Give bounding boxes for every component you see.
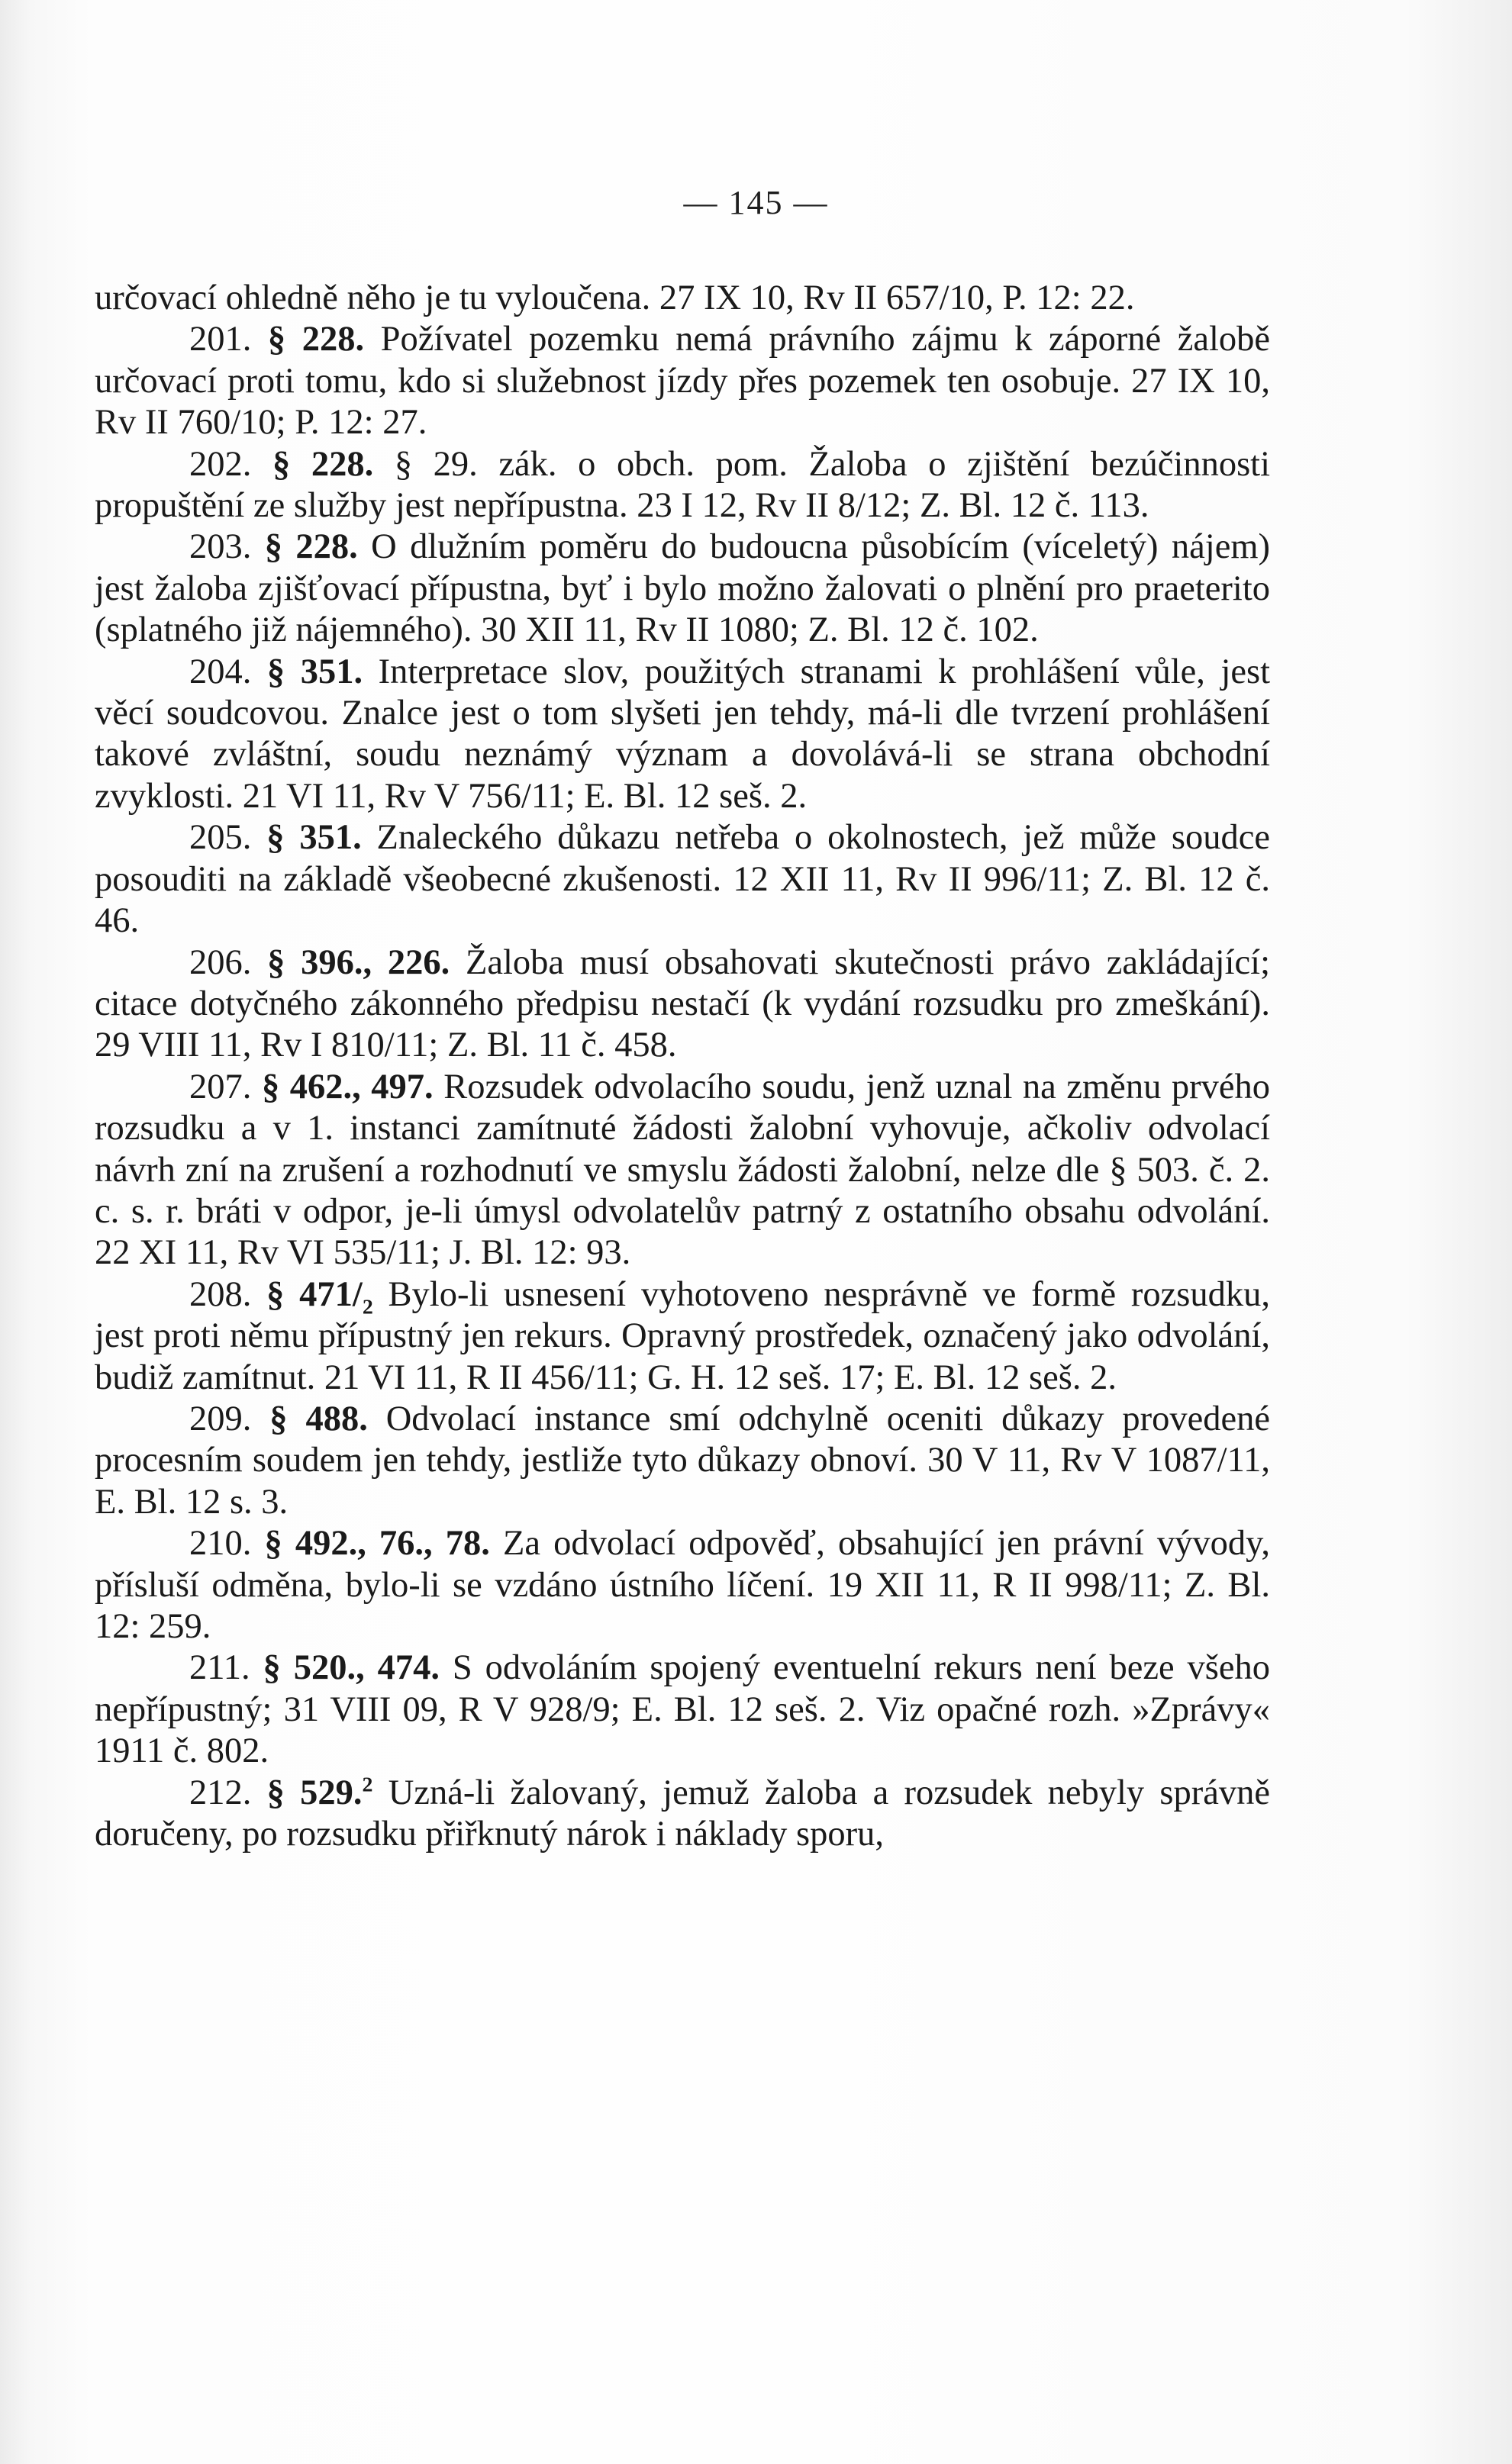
- entry-number: 204.: [189, 652, 252, 691]
- entry-211: [95, 1647, 1270, 1772]
- entry-number: 207.: [189, 1067, 252, 1106]
- entry-text: O dlužním poměru do budoucna působícím (víceletý) nájem) jest žaloba zjišťovací přípustna, byť i bylo možno žalovati o plnění pro praeterito (splatného již nájemného). 30 XII 11, Rv II 1080; Z. Bl. 12 č. 102.: [95, 527, 1271, 650]
- law-reference: 492., 76., 78.: [295, 1524, 490, 1564]
- entry-number: 210.: [189, 1524, 252, 1564]
- law-reference: 488.: [305, 1399, 368, 1438]
- section-sign: §: [266, 1274, 285, 1314]
- entry-text: Bylo-li usnesení vyhotoveno nesprávně ve formě rozsudku, jest proti němu přípustný jen rekurs. Opravný prostředek, označený jako odvolání, budiž zamítnut. 21 VI 11, R II 456/11; G. H. 12 seš. 17; E. Bl. 12 seš. 2.: [95, 1274, 1271, 1397]
- entry-number: 209.: [189, 1399, 252, 1438]
- entry-210: [95, 1523, 1270, 1647]
- section-sign: §: [266, 652, 285, 691]
- entry-number: 208.: [189, 1274, 252, 1314]
- section-sign: §: [266, 1773, 285, 1812]
- entry-text: Požívatel pozemku nemá právního zájmu k záporné žalobě určovací proti tomu, kdo si služebnost jízdy přes pozemek ten osobuje. 27 IX 10, Rv II 760/10; P. 12: 27.: [95, 320, 1271, 443]
- law-reference: 228.: [295, 527, 358, 567]
- section-sign: §: [266, 818, 285, 858]
- entry-text: Uzná-li žalovaný, jemuž žaloba a rozsudek nebyly správně doručeny, po rozsudku přiřknutý nárok i náklady sporu,: [95, 1773, 1271, 1854]
- entry-number: 205.: [189, 818, 252, 858]
- entry-number: 202.: [189, 444, 252, 484]
- law-reference: 228.: [301, 320, 365, 359]
- entry-text: Odvolací instance smí odchylně oceniti důkazy provedené procesním soudem jen tehdy, jestliže tyto důkazy obnoví. 30 V 11, Rv V 1087/11, E. Bl. 12 s. 3.: [95, 1399, 1271, 1522]
- entry-212: [95, 1773, 1270, 1856]
- section-sign: §: [267, 942, 285, 982]
- law-reference-main: 471/: [299, 1274, 363, 1314]
- law-reference: 228.: [311, 444, 374, 484]
- entry-number: 203.: [189, 527, 252, 567]
- entry-209: [95, 1399, 1270, 1523]
- section-sign: §: [264, 1524, 282, 1564]
- law-reference: [300, 1773, 372, 1812]
- entry-207: [95, 1067, 1270, 1274]
- law-reference-main: 529.: [300, 1773, 363, 1812]
- entry-text: S odvoláním spojený eventuelní rekurs není beze všeho nepřípustný; 31 VIII 09, R V 928/9; E. Bl. 12 seš. 2. Viz opačné rozh. »Zprávy« 1911 č. 802.: [95, 1648, 1271, 1771]
- law-reference: 396., 226.: [301, 942, 450, 982]
- law-reference-superscript: 2: [362, 1773, 373, 1797]
- entry-206: [95, 942, 1270, 1067]
- entry-number: 201.: [189, 320, 252, 359]
- law-reference: 351.: [300, 652, 363, 691]
- entry-208: [95, 1274, 1270, 1399]
- entry-202: [95, 444, 1270, 527]
- section-sign: §: [264, 527, 282, 567]
- law-reference: 351.: [299, 818, 362, 858]
- entry-text: Žaloba musí obsahovati skutečnosti právo zakládající; citace dotyčného zákonného předpisu nestačí (k vydání rozsudku pro zmeškání). 29 VIII 11, Rv I 810/11; Z. Bl. 11 č. 458.: [95, 942, 1270, 1065]
- opening-paragraph: určovací ohledně něho je tu vyloučena. 27 IX 10, Rv II 657/10, P. 12: 22.: [95, 279, 1135, 317]
- section-sign: §: [272, 444, 291, 484]
- section-sign: §: [269, 1399, 288, 1438]
- section-sign: §: [263, 1648, 281, 1688]
- law-reference: 520., 474.: [293, 1648, 440, 1688]
- entry-204: [95, 652, 1270, 818]
- entry-205: [95, 817, 1270, 942]
- entry-text: Rozsudek odvolacího soudu, jenž uznal na změnu prvého rozsudku a v 1. instanci zamítnuté žádosti žalobní vyhovuje, ačkoliv odvolací návrh zní na zrušení a rozhodnutí ve smyslu žádosti žalobní, nelze dle § 503. č. 2. c. s. r. bráti v odpor, je-li úmysl odvolatelův patrný z ostatního obsahu odvolání. 22 XI 11, Rv VI 535/11; J. Bl. 12: 93.: [95, 1067, 1270, 1273]
- entry-201: [95, 319, 1270, 443]
- law-reference-subscript: 2: [362, 1295, 373, 1319]
- section-sign: §: [267, 320, 286, 359]
- section-sign: §: [261, 1067, 280, 1106]
- entry-text: Za odvolací odpověď, obsahující jen právní vývody, přísluší odměna, bylo-li se vzdáno ústního líčení. 19 XII 11, R II 998/11; Z. Bl. 12: 259.: [95, 1524, 1271, 1646]
- entry-number: 211.: [189, 1648, 250, 1688]
- entry-text: Interpretace slov, použitých stranami k prohlášení vůle, jest věcí soudcovou. Znalce jest o tom slyšeti jen tehdy, má-li dle tvrzení prohlášení takové zvláštní, soudu neznámý význam a dovolává-li se strana obchodní zvyklosti. 21 VI 11, Rv V 756/11; E. Bl. 12 seš. 2.: [95, 652, 1271, 816]
- law-reference: [299, 1274, 373, 1319]
- entry-number: 212.: [189, 1773, 252, 1812]
- page-text: [95, 278, 1270, 1855]
- entry-text: § 29. zák. o obch. pom. Žaloba o zjištění bezúčinnosti propuštění ze služby jest nepřípustna. 23 I 12, Rv II 8/12; Z. Bl. 12 č. 113.: [95, 444, 1271, 526]
- law-reference: 462., 497.: [289, 1067, 434, 1106]
- entry-number: 206.: [189, 942, 252, 982]
- entry-203: [95, 527, 1270, 651]
- entry-text: Znaleckého důkazu netřeba o okolnostech, jež může soudce posouditi na základě všeobecné zkušenosti. 12 XII 11, Rv II 996/11; Z. Bl. 12 č. 46.: [95, 818, 1270, 941]
- page-number: — 145 —: [683, 184, 829, 221]
